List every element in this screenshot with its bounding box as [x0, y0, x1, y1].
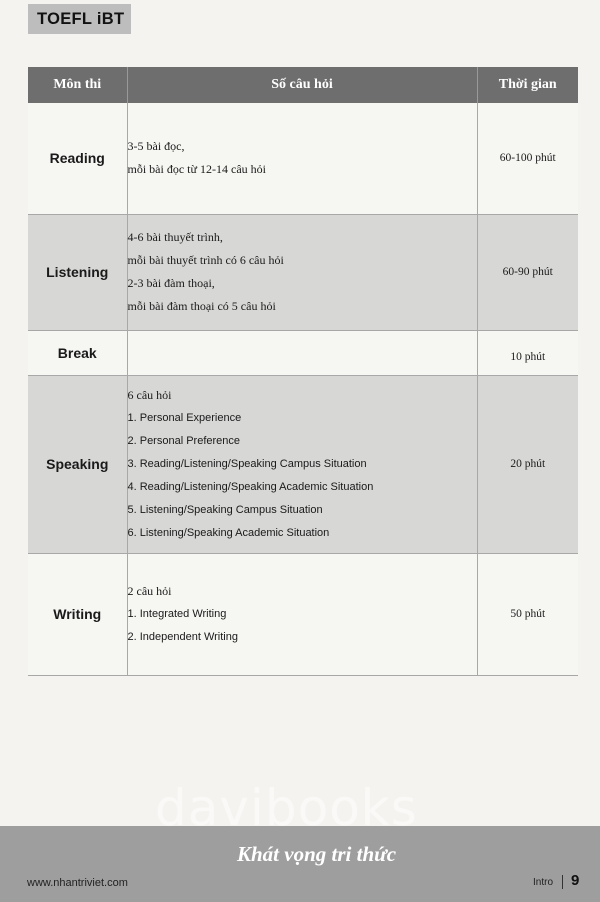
question-line: 4-6 bài thuyết trình,: [127, 230, 223, 244]
questions-cell: [127, 553, 477, 675]
page-header-title: TOEFL iBT: [28, 4, 131, 34]
subject-cell: Speaking: [28, 375, 127, 553]
column-header-time: Thời gian: [477, 67, 578, 103]
subject-cell: Reading: [28, 103, 127, 214]
time-cell: 10 phút: [477, 330, 578, 375]
question-line: 6. Listening/Speaking Academic Situation: [127, 526, 330, 539]
column-header-questions: Số câu hỏi: [127, 67, 477, 103]
subject-cell: Writing: [28, 553, 127, 675]
question-line: 6 câu hỏi: [127, 387, 172, 402]
table-row-writing: [28, 553, 578, 675]
question-line: 2-3 bài đàm thoại,: [127, 276, 215, 290]
time-cell: 60-90 phút: [477, 214, 578, 330]
questions-cell: [127, 214, 477, 330]
question-line: 3. Reading/Listening/Speaking Campus Situation: [127, 457, 367, 470]
question-line: 1. Integrated Writing: [127, 607, 227, 620]
subject-cell: Listening: [28, 214, 127, 330]
question-line: 2. Independent Writing: [127, 630, 238, 643]
question-line: 1. Personal Experience: [127, 411, 242, 424]
question-line: mỗi bài đàm thoại có 5 câu hỏi: [127, 299, 276, 313]
table-row-reading: [28, 103, 578, 214]
question-line: 3-5 bài đọc,: [127, 139, 185, 154]
time-cell: 50 phút: [477, 553, 578, 675]
page-number: 9: [571, 872, 580, 889]
question-line: 2 câu hỏi: [127, 583, 172, 598]
question-line: mỗi bài thuyết trình có 6 câu hỏi: [127, 253, 284, 267]
questions-cell: [127, 330, 477, 375]
column-header-subject: Môn thi: [28, 67, 127, 103]
table-row-listening: [28, 214, 578, 330]
questions-cell: [127, 103, 477, 214]
brand-watermark: davibooks: [155, 779, 418, 837]
time-cell: 20 phút: [477, 375, 578, 553]
time-cell: 60-100 phút: [477, 103, 578, 214]
question-line: 4. Reading/Listening/Speaking Academic Situation: [127, 480, 374, 493]
section-label: Intro: [533, 877, 554, 888]
question-line: 5. Listening/Speaking Campus Situation: [127, 503, 323, 516]
table-row-break: [28, 330, 578, 375]
footer-divider: [562, 875, 563, 889]
exam-structure-table: [28, 67, 578, 676]
table-row-speaking: [28, 375, 578, 553]
questions-cell: [127, 375, 477, 553]
question-line: 2. Personal Preference: [127, 434, 241, 447]
website-url: www.nhantriviet.com: [27, 877, 128, 889]
table-header-row: [28, 67, 578, 103]
question-line: mỗi bài đọc từ 12-14 câu hỏi: [127, 162, 266, 177]
subject-cell: Break: [28, 330, 127, 375]
brand-slogan: Khát vọng tri thức: [237, 842, 397, 866]
